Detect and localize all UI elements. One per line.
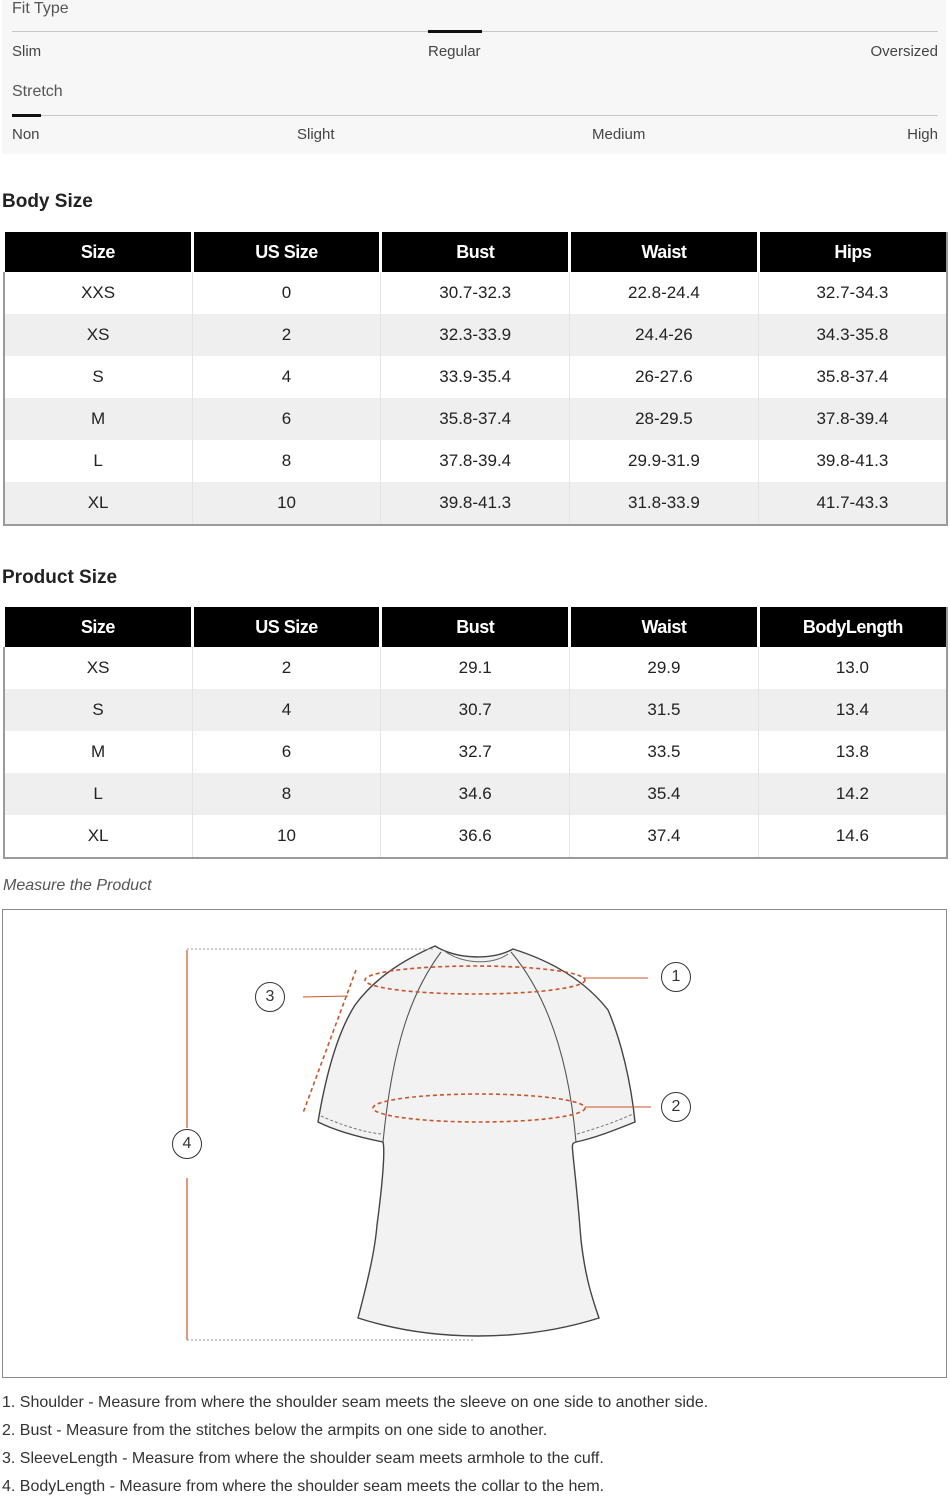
table-cell: 13.4	[758, 689, 947, 731]
table-cell: 34.6	[381, 773, 570, 815]
marker-sleeve-length: 3	[255, 982, 285, 1012]
body-size-table	[2, 229, 948, 526]
table-cell: L	[93, 451, 103, 470]
table-cell: S	[4, 689, 193, 731]
column-header: US Size	[192, 231, 381, 273]
tshirt-outline	[318, 946, 635, 1336]
column-header: Waist	[570, 606, 759, 648]
table-cell: 30.7	[381, 689, 570, 731]
product-size-table	[2, 604, 948, 859]
table-cell: 24.4-26	[570, 314, 759, 356]
table-cell: XXS	[81, 283, 116, 302]
column-header: Size	[4, 231, 193, 273]
table-cell: 14.6	[758, 815, 947, 858]
table-cell: XL	[87, 826, 109, 845]
body-size-heading: Body Size	[2, 191, 93, 212]
table-cell: 8	[192, 773, 381, 815]
table-row	[4, 773, 948, 815]
table-row	[4, 272, 948, 314]
table-cell: 6	[192, 398, 381, 440]
table-cell: 31.8-33.9	[570, 482, 759, 525]
stretch-indicator	[12, 114, 41, 117]
table-cell: 41.7-43.3	[758, 482, 947, 525]
sleeve-leader	[303, 996, 348, 997]
diagram-caption: Measure the Product	[3, 877, 152, 894]
table-cell: 2	[192, 647, 381, 689]
table-cell: 29.1	[381, 647, 570, 689]
table-cell: 29.9	[570, 647, 759, 689]
table-cell: 10	[192, 815, 381, 858]
table-cell: 8	[192, 440, 381, 482]
table-row	[4, 440, 948, 482]
column-header: US Size	[192, 606, 381, 648]
column-header: Bust	[381, 231, 570, 273]
measurement-diagram	[2, 909, 947, 1378]
note-body-length: 4. BodyLength - Measure from where the shoulder seam meets the collar to the hem.	[2, 1478, 605, 1495]
table-cell: 31.5	[570, 689, 759, 731]
stretch-label-medium: Medium	[592, 126, 646, 143]
table-cell: 32.7-34.3	[758, 272, 947, 314]
note-bust: 2. Bust - Measure from the stitches below the armpits on one side to another.	[2, 1422, 548, 1439]
table-cell: M	[4, 398, 193, 440]
table-cell: 26-27.6	[570, 356, 759, 398]
table-cell: 33.5	[570, 731, 759, 773]
table-cell: 10	[192, 482, 381, 525]
table-row	[4, 647, 948, 689]
table-cell: 32.3-33.9	[381, 314, 570, 356]
table-cell: 33.9-35.4	[381, 356, 570, 398]
stretch-track	[12, 115, 938, 116]
product-size-heading: Product Size	[2, 567, 118, 588]
table-row	[4, 314, 948, 356]
table-cell: 30.7-32.3	[381, 272, 570, 314]
table-cell: S	[92, 367, 104, 386]
table-row	[4, 731, 948, 773]
table-row	[4, 482, 948, 525]
table-cell: XL	[4, 482, 193, 525]
table-cell: 4	[192, 356, 381, 398]
table-cell: 2	[192, 314, 381, 356]
table-cell: 39.8-41.3	[758, 440, 947, 482]
table-cell: 6	[192, 731, 381, 773]
table-cell: 22.8-24.4	[570, 272, 759, 314]
table-cell: 32.7	[381, 731, 570, 773]
marker-bust: 2	[661, 1092, 691, 1122]
table-row	[4, 398, 948, 440]
table-cell: 36.6	[381, 815, 570, 858]
column-header: BodyLength	[758, 606, 947, 648]
fit-type-title: Fit Type	[12, 0, 69, 17]
marker-shoulder: 1	[661, 962, 691, 992]
table-cell: 13.8	[758, 731, 947, 773]
table-cell: 4	[192, 689, 381, 731]
table-cell: 37.8-39.4	[758, 398, 947, 440]
table-cell: 34.3-35.8	[758, 314, 947, 356]
table-cell: 35.8-37.4	[381, 398, 570, 440]
stretch-title: Stretch	[12, 83, 63, 100]
column-header: Hips	[758, 231, 947, 273]
column-header: Bust	[381, 606, 570, 648]
table-cell: XS	[4, 314, 193, 356]
note-sleeve-length: 3. SleeveLength - Measure from where the shoulder seam meets armhole to the cuff.	[2, 1450, 604, 1467]
table-cell: L	[4, 773, 193, 815]
table-cell: 37.8-39.4	[381, 440, 570, 482]
fit-type-label-regular: Regular	[428, 43, 481, 60]
table-cell: 28-29.5	[570, 398, 759, 440]
table-cell: 35.4	[570, 773, 759, 815]
body-size-header-row	[4, 231, 948, 273]
table-row	[4, 356, 948, 398]
table-cell: 0	[192, 272, 381, 314]
table-cell: XS	[86, 658, 110, 677]
column-header: Size	[4, 606, 193, 648]
table-row	[4, 815, 948, 858]
product-size-header-row	[4, 606, 948, 648]
table-cell: 39.8-41.3	[381, 482, 570, 525]
table-cell: M	[91, 742, 106, 761]
column-header: Waist	[570, 231, 759, 273]
stretch-label-slight: Slight	[297, 126, 335, 143]
fit-type-indicator	[428, 30, 482, 33]
stretch-label-non: Non	[12, 126, 40, 143]
note-shoulder: 1. Shoulder - Measure from where the shoulder seam meets the sleeve on one side to another side.	[2, 1394, 709, 1411]
table-cell: 29.9-31.9	[570, 440, 759, 482]
fit-scales	[2, 0, 946, 154]
marker-body-length: 4	[172, 1129, 202, 1159]
table-cell: 37.4	[570, 815, 759, 858]
fit-type-label-oversized: Oversized	[870, 43, 938, 60]
table-cell: 14.2	[758, 773, 947, 815]
fit-type-label-slim: Slim	[12, 43, 42, 60]
stretch-label-high: High	[907, 126, 938, 143]
table-cell: 13.0	[758, 647, 947, 689]
table-cell: 35.8-37.4	[758, 356, 947, 398]
table-row	[4, 689, 948, 731]
tshirt-illustration	[3, 910, 946, 1377]
